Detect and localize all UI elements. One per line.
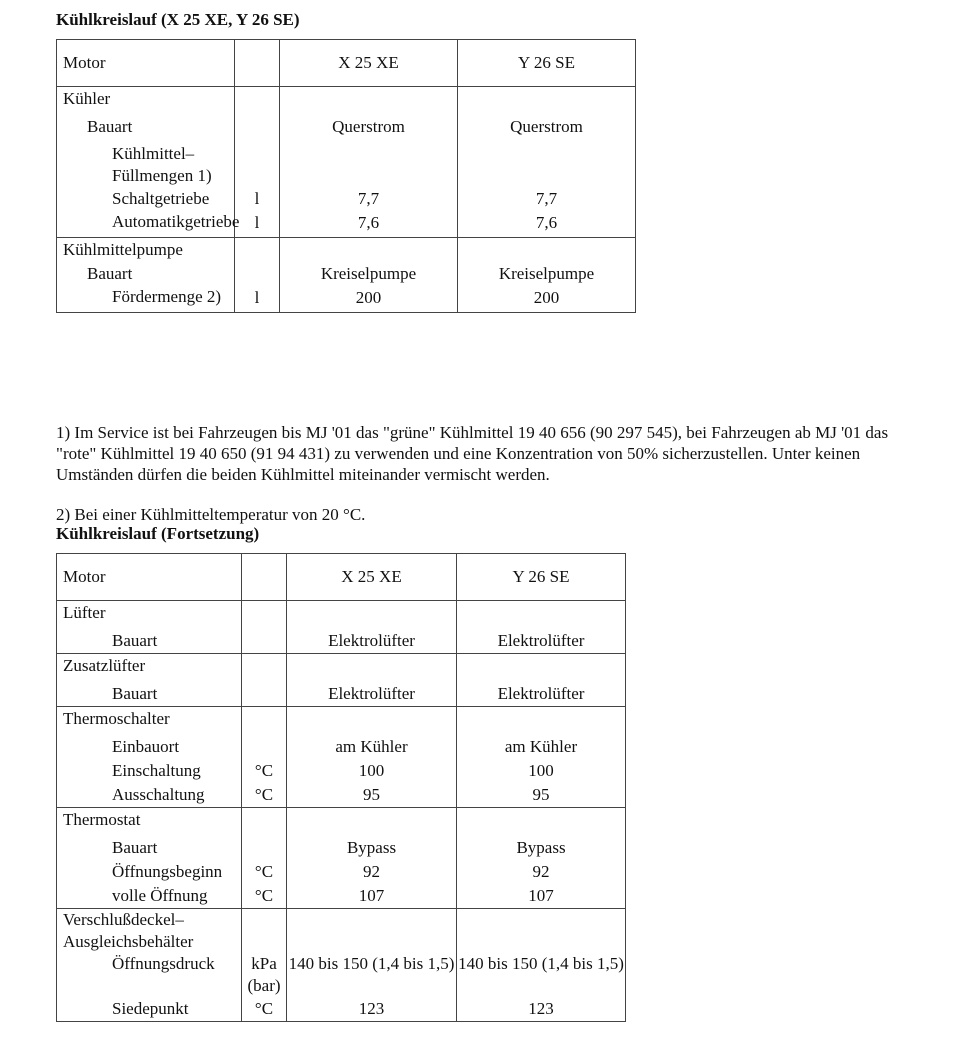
row-label: volle Öffnung bbox=[57, 884, 242, 909]
header-y26se: Y 26 SE bbox=[457, 554, 626, 601]
row-x25xe: Bypass bbox=[287, 832, 457, 860]
row-x25xe: 100 bbox=[287, 759, 457, 783]
group-label: Kühler bbox=[57, 87, 235, 112]
row-y26se: 95 bbox=[457, 783, 626, 808]
row-unit bbox=[235, 111, 280, 139]
row-unit: kPa (bar) bbox=[242, 953, 287, 997]
row-unit: °C bbox=[242, 884, 287, 909]
row-x25xe: Elektrolüfter bbox=[287, 678, 457, 707]
row-unit bbox=[242, 625, 287, 654]
row-label: Automatikgetriebe bbox=[57, 211, 235, 238]
group-label: Lüfter bbox=[57, 601, 242, 626]
table-row bbox=[57, 187, 636, 211]
row-x25xe: 7,7 bbox=[280, 187, 458, 211]
row-y26se: 100 bbox=[457, 759, 626, 783]
group-label: Zusatzlüfter bbox=[57, 654, 242, 679]
row-x25xe: am Kühler bbox=[287, 731, 457, 759]
table-row bbox=[57, 832, 626, 860]
row-label: Bauart bbox=[57, 111, 235, 139]
row-x25xe: 107 bbox=[287, 884, 457, 909]
header-y26se: Y 26 SE bbox=[458, 40, 636, 87]
header-motor: Motor bbox=[57, 554, 242, 601]
table-row bbox=[57, 211, 636, 238]
row-y26se: 7,6 bbox=[458, 211, 636, 238]
row-label: Kühlmittel–Füllmengen 1) bbox=[57, 139, 235, 187]
row-unit: l bbox=[235, 211, 280, 238]
row-unit: l bbox=[235, 187, 280, 211]
footnote-2: 2) Bei einer Kühlmitteltemperatur von 20 °C. bbox=[56, 505, 366, 524]
row-y26se: 200 bbox=[458, 286, 636, 313]
table-row bbox=[57, 601, 626, 626]
row-unit bbox=[242, 678, 287, 707]
row-unit bbox=[235, 262, 280, 286]
row-label: Ausschaltung bbox=[57, 783, 242, 808]
row-y26se: 92 bbox=[457, 860, 626, 884]
row-x25xe: 95 bbox=[287, 783, 457, 808]
table-row bbox=[57, 238, 636, 263]
footnote-1: 1) Im Service ist bei Fahrzeugen bis MJ '01 das "grüne" Kühlmittel 19 40 656 (90 297 545), bei Fahrzeugen ab MJ '01 das "rote" Kühlmittel 19 40 650 (91 94 431) zu verwenden und eine Konzentration von 50% sicherzustellen. Unter keinen Umständen dürfen die beiden Kühlmittel miteinander vermischt werden. bbox=[56, 423, 889, 484]
row-unit bbox=[242, 832, 287, 860]
row-x25xe: Querstrom bbox=[280, 111, 458, 139]
row-label: Öffnungsbeginn bbox=[57, 860, 242, 884]
row-x25xe: 7,6 bbox=[280, 211, 458, 238]
row-label: Bauart bbox=[57, 832, 242, 860]
table-row bbox=[57, 139, 636, 187]
row-label: Fördermenge 2) bbox=[57, 286, 235, 313]
cooling-table-1 bbox=[56, 39, 636, 313]
table-row bbox=[57, 87, 636, 112]
row-y26se: 107 bbox=[457, 884, 626, 909]
group-label: Kühlmittelpumpe bbox=[57, 238, 235, 263]
header-motor: Motor bbox=[57, 40, 235, 87]
row-y26se: Elektrolüfter bbox=[457, 678, 626, 707]
row-y26se: 140 bis 150 (1,4 bis 1,5) bbox=[457, 953, 626, 997]
row-label: Bauart bbox=[57, 262, 235, 286]
header-unit bbox=[235, 40, 280, 87]
row-label: Siedepunkt bbox=[57, 997, 242, 1022]
table-row bbox=[57, 953, 626, 997]
table-row bbox=[57, 783, 626, 808]
row-x25xe: 92 bbox=[287, 860, 457, 884]
row-unit: °C bbox=[242, 783, 287, 808]
row-label: Bauart bbox=[57, 678, 242, 707]
header-x25xe: X 25 XE bbox=[287, 554, 457, 601]
row-x25xe: 140 bis 150 (1,4 bis 1,5) bbox=[287, 953, 457, 997]
row-y26se: Elektrolüfter bbox=[457, 625, 626, 654]
row-unit: °C bbox=[242, 759, 287, 783]
table-row bbox=[57, 654, 626, 679]
table-row bbox=[57, 286, 636, 313]
table-row bbox=[57, 808, 626, 833]
row-x25xe: 200 bbox=[280, 286, 458, 313]
row-y26se: 123 bbox=[457, 997, 626, 1022]
row-unit: l bbox=[235, 286, 280, 313]
table-header-row bbox=[57, 554, 626, 601]
row-label: Bauart bbox=[57, 625, 242, 654]
table-row bbox=[57, 707, 626, 732]
row-x25xe: 123 bbox=[287, 997, 457, 1022]
section1-title: Kühlkreislauf (X 25 XE, Y 26 SE) bbox=[56, 10, 300, 29]
table-row bbox=[57, 909, 626, 954]
table-row bbox=[57, 997, 626, 1022]
cooling-table-2 bbox=[56, 553, 626, 1022]
group-label: Thermostat bbox=[57, 808, 242, 833]
table-row bbox=[57, 860, 626, 884]
group-label: Thermoschalter bbox=[57, 707, 242, 732]
section2-title: Kühlkreislauf (Fortsetzung) bbox=[56, 524, 260, 543]
table-row bbox=[57, 262, 636, 286]
row-unit bbox=[242, 731, 287, 759]
row-y26se: 7,7 bbox=[458, 187, 636, 211]
row-y26se: am Kühler bbox=[457, 731, 626, 759]
row-y26se: Querstrom bbox=[458, 111, 636, 139]
table-row bbox=[57, 759, 626, 783]
table-row bbox=[57, 678, 626, 707]
row-x25xe: Kreiselpumpe bbox=[280, 262, 458, 286]
row-label: Einschaltung bbox=[57, 759, 242, 783]
table-row bbox=[57, 625, 626, 654]
table-row bbox=[57, 731, 626, 759]
row-x25xe: Elektrolüfter bbox=[287, 625, 457, 654]
row-y26se: Bypass bbox=[457, 832, 626, 860]
group-label: Verschlußdeckel–Ausgleichsbehälter bbox=[57, 909, 242, 954]
row-label: Schaltgetriebe bbox=[57, 187, 235, 211]
header-x25xe: X 25 XE bbox=[280, 40, 458, 87]
table-row bbox=[57, 111, 636, 139]
row-label: Einbauort bbox=[57, 731, 242, 759]
row-unit: °C bbox=[242, 997, 287, 1022]
row-y26se: Kreiselpumpe bbox=[458, 262, 636, 286]
table-row bbox=[57, 884, 626, 909]
row-unit: °C bbox=[242, 860, 287, 884]
table-header-row bbox=[57, 40, 636, 87]
row-label: Öffnungsdruck bbox=[57, 953, 242, 997]
header-unit bbox=[242, 554, 287, 601]
